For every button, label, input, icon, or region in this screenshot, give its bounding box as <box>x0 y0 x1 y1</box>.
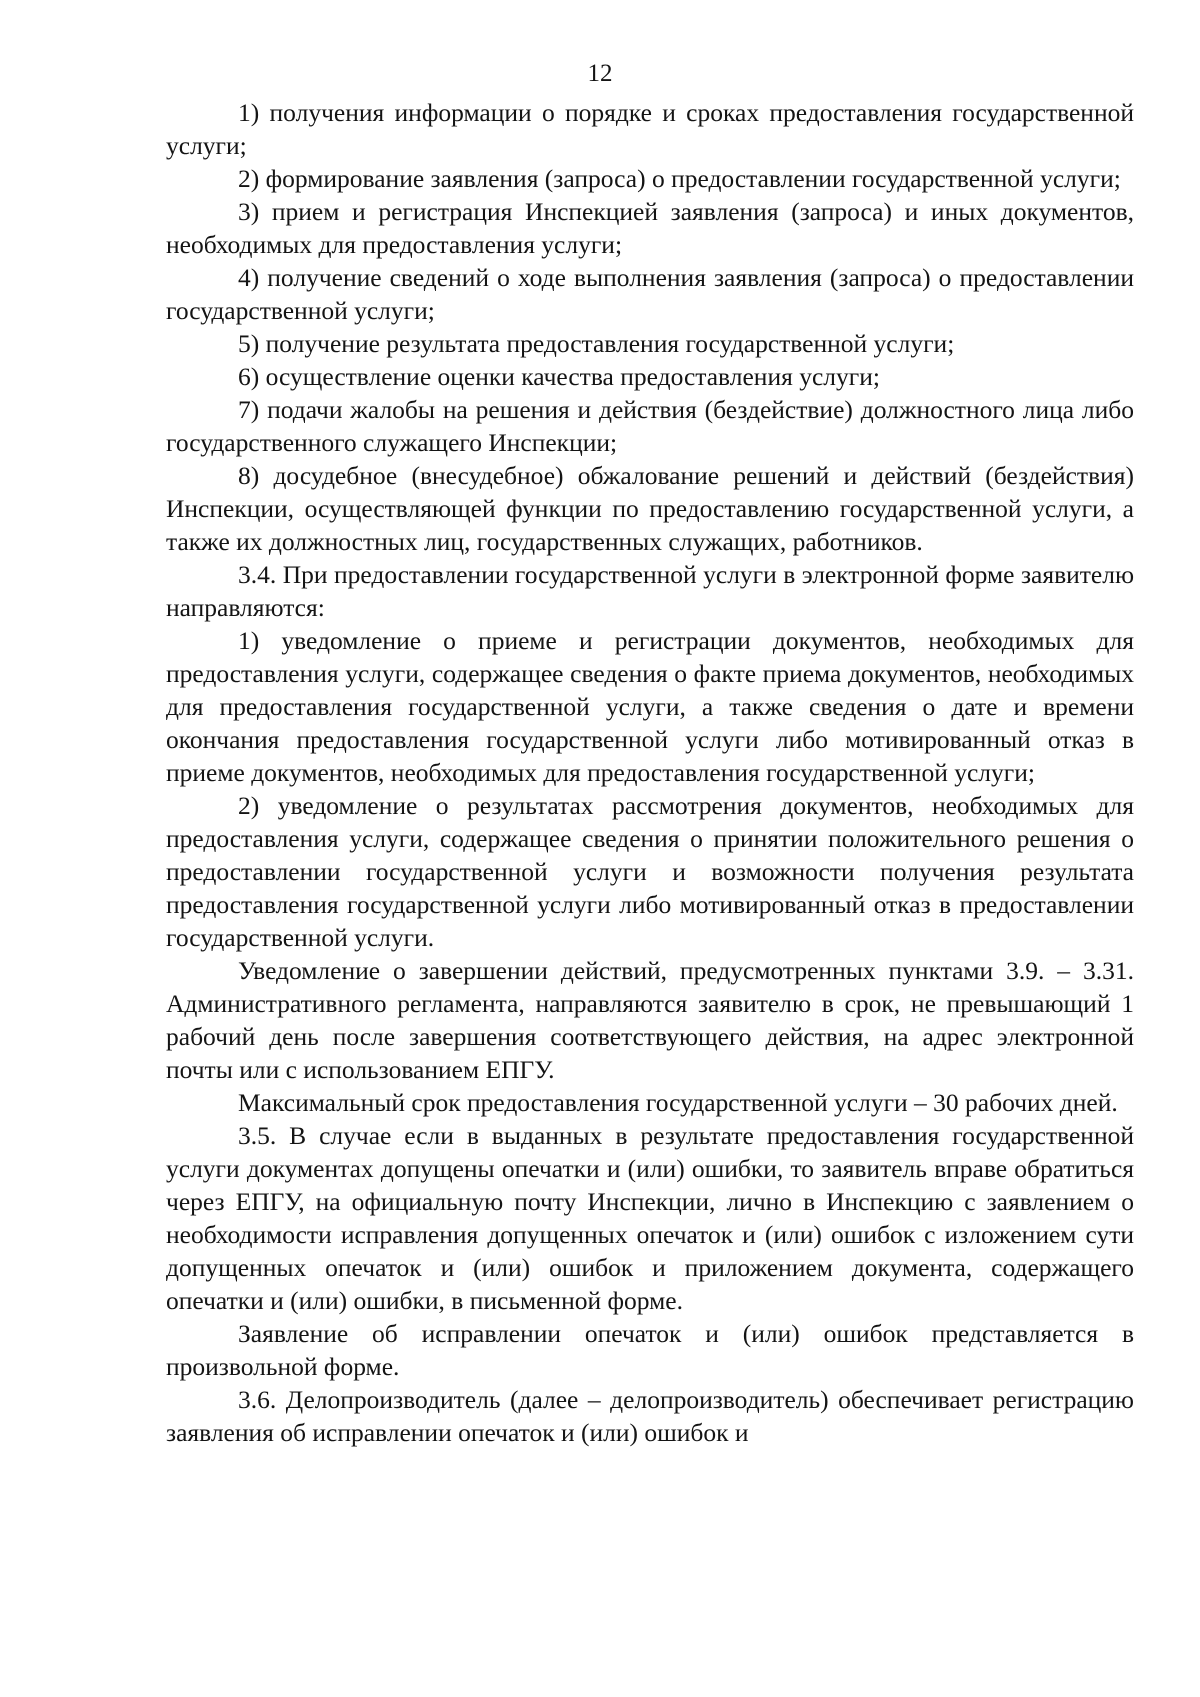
paragraph-item-5: 5) получение результата предоставления государственной услуги; <box>238 329 955 358</box>
paragraph-item-2: 2) формирование заявления (запроса) о предоставлении государственной услуги; <box>238 164 1121 193</box>
paragraph-notification-2: 2) уведомление о результатах рассмотрения документов, необходимых для предоставления услуги, содержащее сведения о принятии положительного решения о предоставлении государственной услуги и возможности получения результата предоставления государственной услуги либо мотивированный отказ в предоставлении государственной услуги. <box>166 791 1134 952</box>
paragraph-item-4: 4) получение сведений о ходе выполнения заявления (запроса) о предоставлении государственной услуги; <box>166 263 1134 325</box>
paragraph-max-term: Максимальный срок предоставления государственной услуги – 30 рабочих дней. <box>238 1088 1118 1117</box>
paragraph-item-7: 7) подачи жалобы на решения и действия (бездействие) должностного лица либо государственного служащего Инспекции; <box>166 395 1134 457</box>
paragraph-section-3-6: 3.6. Делопроизводитель (далее – делопроизводитель) обеспечивает регистрацию заявления об исправлении опечаток и (или) ошибок и <box>166 1385 1134 1447</box>
paragraph-notification-1: 1) уведомление о приеме и регистрации документов, необходимых для предоставления услуги, содержащее сведения о факте приема документов, необходимых для предоставления государственной услуги, а также сведения о дате и времени окончания предоставления государственной услуги либо мотивированный отказ в приеме документов, необходимых для предоставления государственной услуги; <box>166 626 1134 787</box>
page-number: 12 <box>587 60 613 87</box>
document-body <box>166 96 1134 1449</box>
paragraph-item-6: 6) осуществление оценки качества предоставления услуги; <box>238 362 880 391</box>
paragraph-item-1: 1) получения информации о порядке и сроках предоставления государственной услуги; <box>166 98 1134 160</box>
paragraph-item-8: 8) досудебное (внесудебное) обжалование решений и действий (бездействия) Инспекции, осуществляющей функции по предоставлению государственной услуги, а также их должностных лиц, государственных служащих, работников. <box>166 461 1134 556</box>
paragraph-section-3-5: 3.5. В случае если в выданных в результате предоставления государственной услуги документах допущены опечатки и (или) ошибки, то заявитель вправе обратиться через ЕПГУ, на официальную почту Инспекции, лично в Инспекцию с заявлением о необходимости исправления допущенных опечаток и (или) ошибок с изложением сути допущенных опечаток и (или) ошибок и приложением документа, содержащего опечатки и (или) ошибки, в письменной форме. <box>166 1121 1134 1315</box>
paragraph-section-3-4: 3.4. При предоставлении государственной услуги в электронной форме заявителю направляются: <box>166 560 1134 622</box>
paragraph-item-3: 3) прием и регистрация Инспекцией заявления (запроса) и иных документов, необходимых для предоставления услуги; <box>166 197 1134 259</box>
paragraph-completion-notice: Уведомление о завершении действий, предусмотренных пунктами 3.9. – 3.31. Административного регламента, направляются заявителю в срок, не превышающий 1 рабочий день после завершения соответствующего действия, на адрес электронной почты или с использованием ЕПГУ. <box>166 956 1134 1084</box>
paragraph-free-form: Заявление об исправлении опечаток и (или) ошибок представляется в произвольной форме. <box>166 1319 1134 1381</box>
